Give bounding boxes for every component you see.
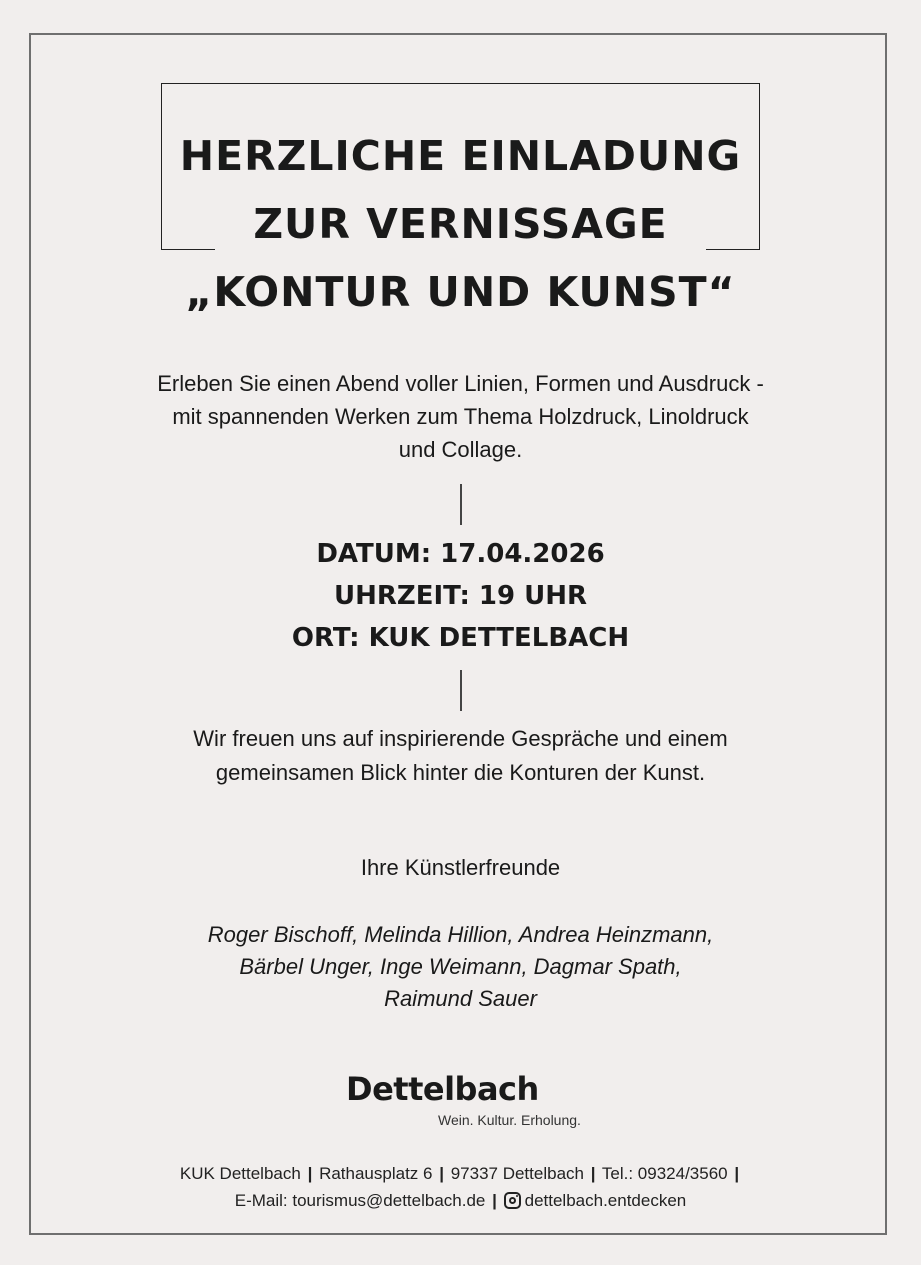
footer-venue: KUK Dettelbach (179, 1164, 301, 1183)
event-time: UHRZEIT: 19 UHR (333, 581, 588, 611)
artists-line-3: Raimund Sauer (384, 986, 537, 1011)
closing-line-1: Wir freuen uns auf inspirierende Gespräche und einem (193, 726, 728, 751)
logo-tagline: Wein. Kultur. Erholung. (438, 1112, 581, 1128)
closing-line-2: gemeinsamen Blick hinter die Konturen der Kunst. (215, 760, 706, 785)
intro-text (0, 367, 921, 466)
footer-street: Rathausplatz 6 (319, 1164, 433, 1183)
footer-separator: | (307, 1164, 313, 1183)
artist-names (0, 919, 921, 1015)
intro-line-1: Erleben Sie einen Abend voller Linien, Formen und Ausdruck - (157, 371, 764, 396)
footer-separator: | (439, 1164, 444, 1183)
intro-line-2: mit spannenden Werken zum Thema Holzdruck, Linoldruck (172, 404, 749, 429)
greeting: Ihre Künstlerfreunde (360, 855, 561, 880)
footer-separator: | (590, 1164, 596, 1183)
artists-line-1: Roger Bischoff, Melinda Hillion, Andrea Heinzmann, (207, 922, 714, 947)
event-place: ORT: KUK DETTELBACH (291, 623, 630, 653)
event-date: DATUM: 17.04.2026 (316, 539, 605, 569)
dettelbach-logo: Dettelbach (346, 1070, 539, 1108)
footer-email: E-Mail: tourismus@dettelbach.de (234, 1191, 486, 1210)
title-line-1: HERZLICHE EINLADUNG (179, 132, 742, 180)
footer-separator: | (492, 1191, 497, 1210)
footer-row-address (0, 1160, 921, 1187)
title-line-2: ZUR VERNISSAGE (253, 200, 668, 248)
artists-line-2: Bärbel Unger, Inge Weimann, Dagmar Spath, (239, 954, 682, 979)
footer-phone: Tel.: 09324/3560 (601, 1164, 728, 1183)
divider-line-bottom (460, 670, 462, 711)
footer-city: 97337 Dettelbach (450, 1164, 584, 1183)
event-details (0, 533, 921, 659)
footer-instagram: dettelbach.entdecken (524, 1191, 687, 1210)
intro-line-3: und Collage. (398, 437, 523, 462)
footer-separator: | (734, 1164, 740, 1183)
invitation-title (0, 122, 921, 326)
title-line-3: „KONTUR UND KUNST“ (185, 268, 736, 316)
instagram-icon (504, 1192, 521, 1209)
footer-contact (0, 1160, 921, 1214)
divider-line-top (460, 484, 462, 525)
footer-row-contact (0, 1187, 921, 1214)
closing-text (0, 722, 921, 790)
